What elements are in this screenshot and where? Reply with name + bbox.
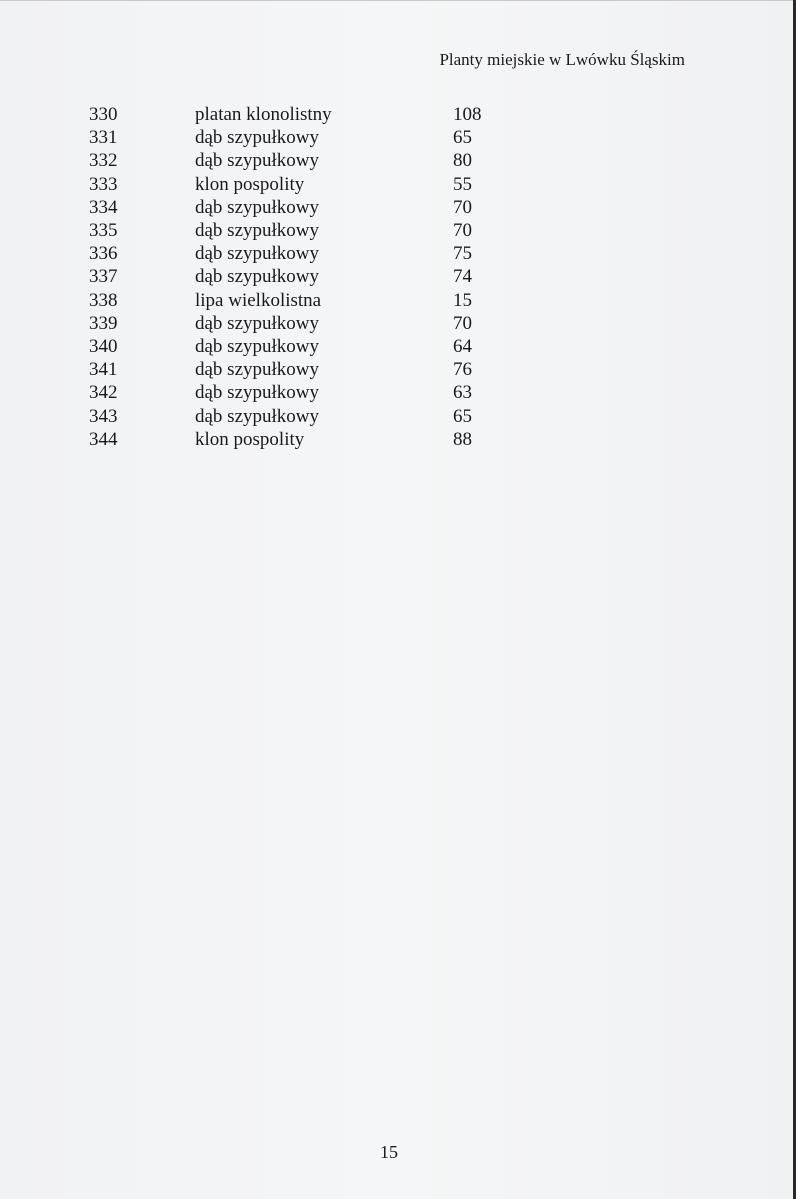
page-number: 15	[380, 1142, 398, 1162]
tree-number: 332	[89, 150, 118, 172]
tree-value: 70	[453, 196, 472, 218]
tree-species: dąb szypułkowy	[195, 336, 320, 358]
tree-species: lipa wielkolistna	[195, 289, 322, 311]
tree-value: 80	[453, 150, 472, 172]
tree-number: 335	[89, 220, 118, 242]
table-row	[89, 219, 503, 242]
tree-number: 343	[89, 405, 118, 427]
tree-value: 75	[453, 243, 472, 265]
tree-value: 63	[453, 382, 472, 404]
tree-number: 341	[89, 359, 118, 381]
tree-value: 76	[453, 359, 472, 381]
table-row	[89, 312, 503, 335]
tree-inventory-table	[89, 103, 503, 451]
running-header: Planty miejskie w Lwówku Śląskim	[439, 50, 685, 69]
tree-species: dąb szypułkowy	[195, 127, 320, 149]
tree-number: 344	[89, 428, 118, 450]
table-row	[89, 149, 503, 172]
tree-number: 330	[89, 104, 118, 125]
tree-species: klon pospolity	[195, 173, 305, 195]
tree-species: dąb szypułkowy	[195, 312, 320, 334]
tree-number: 342	[89, 382, 118, 404]
tree-value: 108	[453, 104, 482, 125]
tree-number: 337	[89, 266, 118, 288]
table-row	[89, 405, 503, 428]
tree-value: 55	[453, 173, 472, 195]
table-row	[89, 358, 503, 381]
tree-species: dąb szypułkowy	[195, 266, 320, 288]
table-row	[89, 196, 503, 219]
tree-number: 338	[89, 289, 118, 311]
tree-value: 65	[453, 127, 472, 149]
tree-value: 74	[453, 266, 472, 288]
tree-species: dąb szypułkowy	[195, 220, 320, 242]
table-row	[89, 265, 503, 288]
tree-value: 70	[453, 220, 472, 242]
tree-species: klon pospolity	[195, 428, 305, 450]
tree-value: 15	[453, 289, 472, 311]
table-row	[89, 428, 503, 451]
tree-number: 340	[89, 336, 118, 358]
tree-value: 65	[453, 405, 472, 427]
tree-value: 88	[453, 428, 472, 450]
table-row	[89, 173, 503, 196]
tree-number: 336	[89, 243, 118, 265]
tree-species: dąb szypułkowy	[195, 382, 320, 404]
table-row	[89, 289, 503, 312]
tree-value: 70	[453, 312, 472, 334]
top-edge	[0, 0, 796, 1]
tree-value: 64	[453, 336, 472, 358]
tree-species: dąb szypułkowy	[195, 150, 320, 172]
tree-species: dąb szypułkowy	[195, 196, 320, 218]
tree-number: 334	[89, 196, 118, 218]
table-row	[89, 126, 503, 149]
tree-species: dąb szypułkowy	[195, 359, 320, 381]
tree-number: 333	[89, 173, 118, 195]
tree-species: dąb szypułkowy	[195, 405, 320, 427]
tree-number: 339	[89, 312, 118, 334]
tree-number: 331	[89, 127, 118, 149]
table-row	[89, 242, 503, 265]
table-row	[89, 381, 503, 404]
table-row	[89, 103, 503, 126]
tree-species: dąb szypułkowy	[195, 243, 320, 265]
table-row	[89, 335, 503, 358]
tree-species: platan klonolistny	[195, 104, 332, 125]
